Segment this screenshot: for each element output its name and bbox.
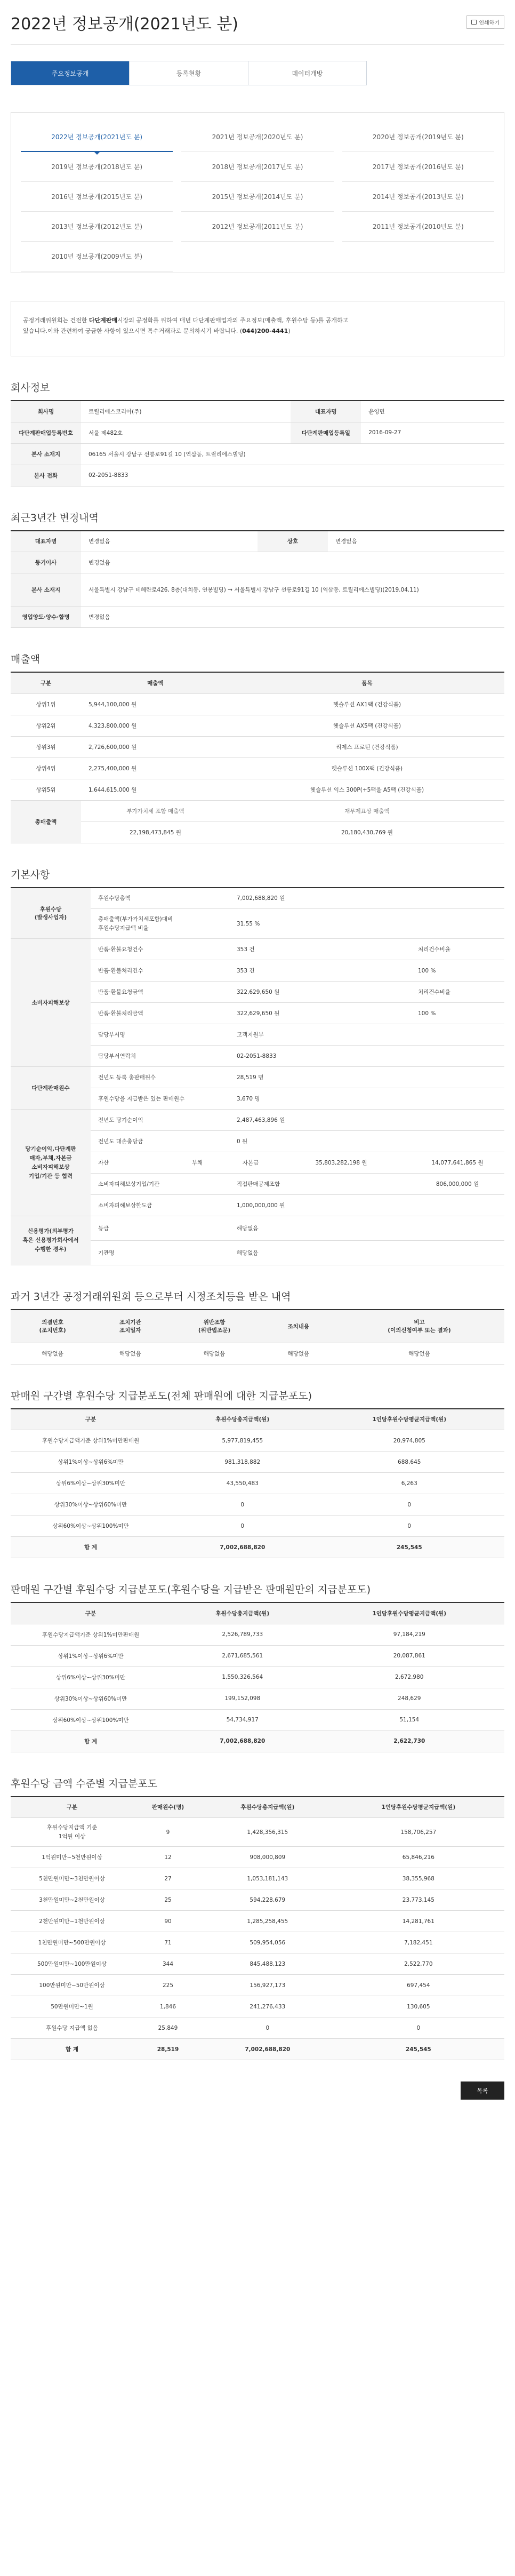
capital-value: 806,000,000 원 [411,1174,504,1195]
cell-label: 후원수당총액 [91,888,229,909]
group-label: 소비자피해보상 [11,939,91,1067]
cell-label: 반품·환불처리건수 [91,960,229,982]
cell-label: 기관명 [91,1241,229,1265]
cell-label: 총매출액 [11,800,81,843]
table-row [11,1847,504,1868]
column-header: 의결번호 (조치번호) [11,1310,94,1343]
cell-value: 4,323,800,000 원 [81,715,230,736]
cell-value: 14,281,761 [333,1911,504,1932]
cell-value: 245,545 [333,2039,504,2060]
section-title-company: 회사정보 [11,382,50,394]
cell-label: 500만원미만~100만원이상 [11,1953,133,1975]
cell-value: 헷슬루션 AX5팩 (건강식품) [230,715,504,736]
cell-value: 해당없음 [263,1343,334,1364]
cell-label: 소비자피해보상한도금 [91,1195,229,1216]
cell-label: 전년도 당기순이익 [91,1110,229,1131]
cell-label: 다단계판매업등록번호 [11,422,81,443]
table-row [11,1473,504,1494]
cell-label: 반품·환불요청금액 [91,982,229,1003]
table-row [11,1516,504,1537]
column-header: 구분 [11,1409,171,1430]
cell-label: 1천만원미만~500만원이상 [11,1932,133,1953]
cell-value: 0 원 [229,1131,504,1152]
cell-label: 상위60%이상~상위100%미만 [11,1516,171,1537]
cell-value: 31.55 % [229,909,504,939]
cell-label: 회사명 [11,401,81,422]
notice-emphasis: 다단계판매 [88,317,118,324]
cell-label: 후원수당 지급액 없음 [11,2017,133,2039]
section-title-changes: 최근3년간 변경내역 [11,512,99,524]
cell-value: 7,182,451 [333,1932,504,1953]
changes-table [11,530,504,628]
cell-value: 3,670 명 [229,1088,504,1110]
cell-label: 상위1%이상~상위6%미만 [11,1645,171,1666]
table-row [11,1343,504,1364]
tab-open-data[interactable]: 데이터개방 [248,61,366,85]
cell-value: 845,488,123 [203,1953,333,1975]
cell-value: 서울특별시 강남구 테헤란로426, 8층(대치동, 연봉빌딩) → 서울특별시 강남구 선릉로91길 10 (역삼동, 트릴리에스빌딩)(2019.04.11) [81,573,504,607]
cell-label: 반품·환불처리금액 [91,1003,229,1024]
section-title-basics: 기본사항 [11,868,50,881]
cell-value: 225 [133,1975,203,1996]
table-row [11,1666,504,1688]
section-title-corrective: 과거 3년간 공정거래위원회 등으로부터 시정조치등을 받은 내역 [11,1291,291,1303]
dist-all-table [11,1408,504,1559]
cell-value: 697,454 [333,1975,504,1996]
cell-value: 1,428,356,315 [203,1818,333,1847]
cell-label: 5천만원미만~3천만원이상 [11,1868,133,1889]
cell-value: 상위2위 [11,715,81,736]
section-title-dist-paid: 판매원 구간별 후원수당 지급분포도(후원수당을 지급받은 판매원만의 지급분포도) [11,1584,371,1596]
cell-label: 부채 [165,1152,229,1174]
cell-label: 본사 소재지 [11,443,81,465]
column-header: 조치기관 조치일자 [94,1310,166,1343]
cell-value: 고객지원부 [229,1024,504,1046]
cell-value: 12 [133,1847,203,1868]
registration-number: 서울 제482호 [81,422,291,443]
cell-value: 0 [171,1494,315,1516]
cell-note: 처리건수비율 [411,982,504,1003]
column-header: 비고 (이의신청여부 또는 결과) [334,1310,504,1343]
table-row [11,1452,504,1473]
table-row [11,1911,504,1932]
cell-note: 처리건수비율 [411,939,504,960]
cell-value: 27 [133,1868,203,1889]
notice-text: 공정거래위원회는 건전한 [23,317,89,324]
cell-value: 02-2051-8833 [229,1046,504,1067]
cell-value: 2,526,789,733 [171,1624,315,1645]
cell-value: 7,002,688,820 [171,1537,315,1558]
cell-value: 2,671,685,561 [171,1645,315,1666]
cell-value: 248,629 [315,1688,505,1709]
column-header: 조치내용 [263,1310,334,1343]
cell-value: 322,629,650 원 [229,982,411,1003]
cell-value: 2,726,600,000 원 [81,736,230,757]
cell-value: 353 건 [229,960,411,982]
group-label: 당기순이익,다단계판 매자,부채,자본금 소비자피해보상 기업/기관 등 협력 [11,1110,91,1216]
cell-label: 부가가치세 포함 매출액 [81,800,230,822]
sales-table [11,672,504,843]
basics-table [11,887,504,1266]
cell-value: 1,000,000,000 원 [229,1195,504,1216]
cell-value: 리제스 프로틴 (건강식품) [230,736,504,757]
cell-value: 158,706,257 [333,1818,504,1847]
cell-value: 1,053,181,143 [203,1868,333,1889]
cell-label: 후원수당지급액기준 상위1%미만판매원 [11,1624,171,1645]
cell-label: 후원수당지급액 기준 1억원 이상 [11,1818,133,1847]
tab-registration[interactable]: 등록현황 [130,61,248,85]
cell-label: 3천만원미만~2천만원이상 [11,1889,133,1911]
sales-financial: 20,180,430,769 원 [230,822,504,843]
asset-value: 35,803,282,198 원 [272,1152,411,1174]
cell-value: 1,644,615,000 원 [81,779,230,800]
cell-value: 245,545 [315,1537,505,1558]
cell-label: 100만원미만~50만원이상 [11,1975,133,1996]
cell-label: 상위6%이상~상위30%미만 [11,1473,171,1494]
year-tab-2013[interactable]: 2013년 정보공개(2012년도 분) [21,212,173,242]
year-tab-2022[interactable]: 2022년 정보공개(2021년도 분) [21,122,173,152]
group-label: 다단계판매원수 [11,1067,91,1110]
cell-value: 상위5위 [11,779,81,800]
cell-value: 51,154 [315,1709,505,1730]
cell-value: 해당없음 [229,1241,504,1265]
cell-value: 상위1위 [11,693,81,715]
cell-value: 43,550,483 [171,1473,315,1494]
table-row [11,736,504,757]
cell-label: 대표자명 [291,401,361,422]
cell-label: 영업양도·양수·합병 [11,607,81,628]
cell-value: 908,000,809 [203,1847,333,1868]
cell-value: 25 [133,1889,203,1911]
cell-label: 상위60%이상~상위100%미만 [11,1709,171,1730]
cell-value: 344 [133,1953,203,1975]
cell-value: 2,522,770 [333,1953,504,1975]
column-header: 후원수당총지급액(원) [171,1602,315,1624]
registration-date: 2016-09-27 [361,422,504,443]
notice-phone: 044)200-4441 [242,328,288,334]
print-button-label: 인쇄하기 [479,20,500,26]
cell-label: 상호 [258,531,328,552]
cell-label: 다단계판매업등록일 [291,422,361,443]
cell-value: 1,550,326,564 [171,1666,315,1688]
cell-value: 97,184,219 [315,1624,505,1645]
cell-value: 해당없음 [94,1343,166,1364]
cell-label: 등기이사 [11,552,81,573]
cell-value: 0 [203,2017,333,2039]
section-title-dist-level: 후원수당 금액 수준별 지급분포도 [11,1777,158,1790]
cell-label: 등급 [91,1216,229,1241]
column-header: 위반조항 (위반법조문) [166,1310,262,1343]
cell-value: 해당없음 [334,1343,504,1364]
company-info-table [11,400,504,487]
cell-value: 7,002,688,820 [171,1730,315,1752]
table-row [11,1430,504,1452]
table-row [11,1996,504,2017]
group-label: 후원수당 (발생사업자) [11,888,91,939]
table-row [11,1818,504,1847]
notice-text: 있습니다.이와 관련하여 궁금한 사항이 있으시면 특수거래과로 문의하시기 바랍니다. ( [23,328,243,334]
table-row [11,1932,504,1953]
cell-label: 합 계 [11,1730,171,1752]
cell-label: 50만원미만~1원 [11,1996,133,2017]
column-header: 후원수당총지급액(원) [203,1797,333,1818]
cell-label: 합 계 [11,2039,133,2060]
cell-label: 본사 전화 [11,465,81,486]
cell-value: 20,974,805 [315,1430,505,1452]
cell-note: 100 % [411,960,504,982]
cell-value: 1,285,258,455 [203,1911,333,1932]
year-tab-2015[interactable]: 2015년 정보공개(2014년도 분) [181,182,333,212]
print-button[interactable] [466,15,504,29]
column-header: 구분 [11,672,81,693]
list-button[interactable]: 목록 [461,2081,504,2100]
cell-value: 156,927,173 [203,1975,333,1996]
notice-box [11,301,504,356]
cell-value: 변경없음 [81,531,258,552]
table-row [11,779,504,800]
company-name: 트릴리에스코리아(주) [81,401,291,422]
table-row [11,715,504,736]
cell-value: 20,087,861 [315,1645,505,1666]
table-total-row [11,2039,504,2060]
cell-value: 2,275,400,000 원 [81,757,230,779]
cell-value: 변경없음 [81,552,504,573]
cell-value: 7,002,688,820 원 [229,888,504,909]
cell-value: 28,519 [133,2039,203,2060]
cell-label: 자본금 [229,1152,272,1174]
printer-icon [471,20,477,25]
page-title: 2022년 정보공개(2021년도 분) [11,14,239,34]
column-header: 구분 [11,1797,133,1818]
cell-label: 총매출액(부가가치세포함)대비 후원수당지급액 비율 [91,909,229,939]
cell-value: 65,846,216 [333,1847,504,1868]
cell-value: 38,355,968 [333,1868,504,1889]
table-row [11,693,504,715]
table-row [11,2017,504,2039]
cell-value: 130,605 [333,1996,504,2017]
cell-value: 헷슬루션 100X팩 (건강식품) [230,757,504,779]
table-row [11,1975,504,1996]
cell-value: 직접판매공제조합 [229,1174,411,1195]
ceo-name: 윤영민 [361,401,504,422]
tab-main-info[interactable]: 주요정보공개 [11,61,130,85]
cell-value: 54,734,917 [171,1709,315,1730]
cell-value: 981,318,882 [171,1452,315,1473]
main-tabs [11,61,367,85]
cell-label: 전년도 등록 총판매원수 [91,1067,229,1088]
cell-label: 상위6%이상~상위30%미만 [11,1666,171,1688]
year-tab-2016[interactable]: 2016년 정보공개(2015년도 분) [21,182,173,212]
year-tab-2010[interactable]: 2010년 정보공개(2009년도 분) [21,242,173,272]
cell-value: 해당없음 [229,1216,504,1241]
cell-value: 2,672,980 [315,1666,505,1688]
table-row [11,1953,504,1975]
cell-value: 509,954,056 [203,1932,333,1953]
year-tab-2019[interactable]: 2019년 정보공개(2018년도 분) [21,152,173,182]
column-header: 구분 [11,1602,171,1624]
group-label: 신용평가(외부평가 혹은 신용평가회사에서 수행한 경우) [11,1216,91,1265]
hq-address: 06165 서울시 강남구 선릉로91길 10 (역삼동, 트릴리에스빌딩) [81,443,504,465]
table-row [11,1624,504,1645]
hq-phone: 02-2051-8833 [81,465,504,486]
table-row [11,1688,504,1709]
cell-value: 변경없음 [81,607,504,628]
cell-value: 199,152,098 [171,1688,315,1709]
cell-label: 소비자피해보상기업/기관 [91,1174,229,1195]
table-row [11,1709,504,1730]
cell-value: 6,263 [315,1473,505,1494]
column-header: 판매원수(명) [133,1797,203,1818]
cell-value: 688,645 [315,1452,505,1473]
cell-value: 해당없음 [11,1343,94,1364]
column-header: 매출액 [81,672,230,693]
cell-value: 353 건 [229,939,411,960]
sales-with-vat: 22,198,473,845 원 [81,822,230,843]
cell-label: 반품·환불요청건수 [91,939,229,960]
cell-label: 1억원미만~5천만원이상 [11,1847,133,1868]
cell-value: 0 [171,1516,315,1537]
cell-value: 2,622,730 [315,1730,505,1752]
cell-value: 25,849 [133,2017,203,2039]
year-tab-2014[interactable]: 2014년 정보공개(2013년도 분) [342,182,494,212]
cell-value: 변경없음 [328,531,504,552]
cell-value: 해당없음 [166,1343,262,1364]
cell-value: 상위3위 [11,736,81,757]
table-row [11,1868,504,1889]
cell-value: 0 [333,2017,504,2039]
column-header: 1인당후원수당평균지급액(원) [315,1602,505,1624]
section-title-sales: 매출액 [11,653,41,665]
year-tab-2017[interactable]: 2017년 정보공개(2016년도 분) [342,152,494,182]
cell-label: 2천만원미만~1천만원이상 [11,1911,133,1932]
column-header: 품목 [230,672,504,693]
cell-value: 594,228,679 [203,1889,333,1911]
table-total-row [11,1537,504,1558]
cell-label: 재무제표상 매출액 [230,800,504,822]
cell-value: 0 [315,1516,505,1537]
cell-value: 23,773,145 [333,1889,504,1911]
notice-text: ) [288,328,291,334]
cell-value: 241,276,433 [203,1996,333,2017]
cell-value: 28,519 명 [229,1067,504,1088]
table-row [11,1645,504,1666]
table-row [11,1494,504,1516]
table-total-row [11,1730,504,1752]
cell-value: 헷슬루션 AX1팩 (건강식품) [230,693,504,715]
dist-paid-table [11,1602,504,1752]
year-tab-2020[interactable]: 2020년 정보공개(2019년도 분) [342,122,494,152]
cell-value: 90 [133,1911,203,1932]
cell-label: 상위30%이상~상위60%미만 [11,1688,171,1709]
corrective-table [11,1309,504,1365]
table-row [11,757,504,779]
cell-value: 1,846 [133,1996,203,2017]
cell-value: 9 [133,1818,203,1847]
cell-label: 후원수당을 지급받은 있는 판매원수 [91,1088,229,1110]
section-title-dist-all: 판매원 구간별 후원수당 지급분포도(전체 판매원에 대한 지급분포도) [11,1390,312,1402]
column-header: 1인당후원수당평균지급액(원) [333,1797,504,1818]
cell-value: 상위4위 [11,757,81,779]
cell-value: 5,977,819,455 [171,1430,315,1452]
year-tab-2012[interactable]: 2012년 정보공개(2011년도 분) [181,212,333,242]
cell-label: 후원수당지급액기준 상위1%미만판매원 [11,1430,171,1452]
notice-text: 시장의 공정화를 위하여 매년 다단계판매업자의 주요정보(매출액, 후원수당 등)를 공개하고 [117,317,349,324]
cell-label: 상위30%이상~상위60%미만 [11,1494,171,1516]
cell-label: 자산 [91,1152,165,1174]
year-selector [11,112,504,273]
cell-value: 322,629,650 원 [229,1003,411,1024]
cell-label: 담당부서연락처 [91,1046,229,1067]
year-tab-2021[interactable]: 2021년 정보공개(2020년도 분) [181,122,333,152]
cell-value: 71 [133,1932,203,1953]
cell-label: 본사 소재지 [11,573,81,607]
dist-level-table [11,1796,504,2061]
footer-actions [11,2081,504,2100]
cell-label: 전년도 대손충당금 [91,1131,229,1152]
liability-value: 14,077,641,865 원 [411,1152,504,1174]
column-header: 후원수당총지급액(원) [171,1409,315,1430]
year-tab-2011[interactable]: 2011년 정보공개(2010년도 분) [342,212,494,242]
cell-value: 2,487,463,896 원 [229,1110,504,1131]
cell-label: 합 계 [11,1537,171,1558]
year-tab-2018[interactable]: 2018년 정보공개(2017년도 분) [181,152,333,182]
cell-label: 대표자명 [11,531,81,552]
cell-label: 담당부서명 [91,1024,229,1046]
cell-value: 5,944,100,000 원 [81,693,230,715]
cell-value: 헷슬루션 익스 300P(+5팩울 A5팩 (건강식품) [230,779,504,800]
cell-value: 7,002,688,820 [203,2039,333,2060]
table-row [11,1889,504,1911]
cell-value: 0 [315,1494,505,1516]
column-header: 1인당후원수당평균지급액(원) [315,1409,505,1430]
cell-note: 100 % [411,1003,504,1024]
page-header [11,0,504,45]
cell-label: 상위1%이상~상위6%미만 [11,1452,171,1473]
